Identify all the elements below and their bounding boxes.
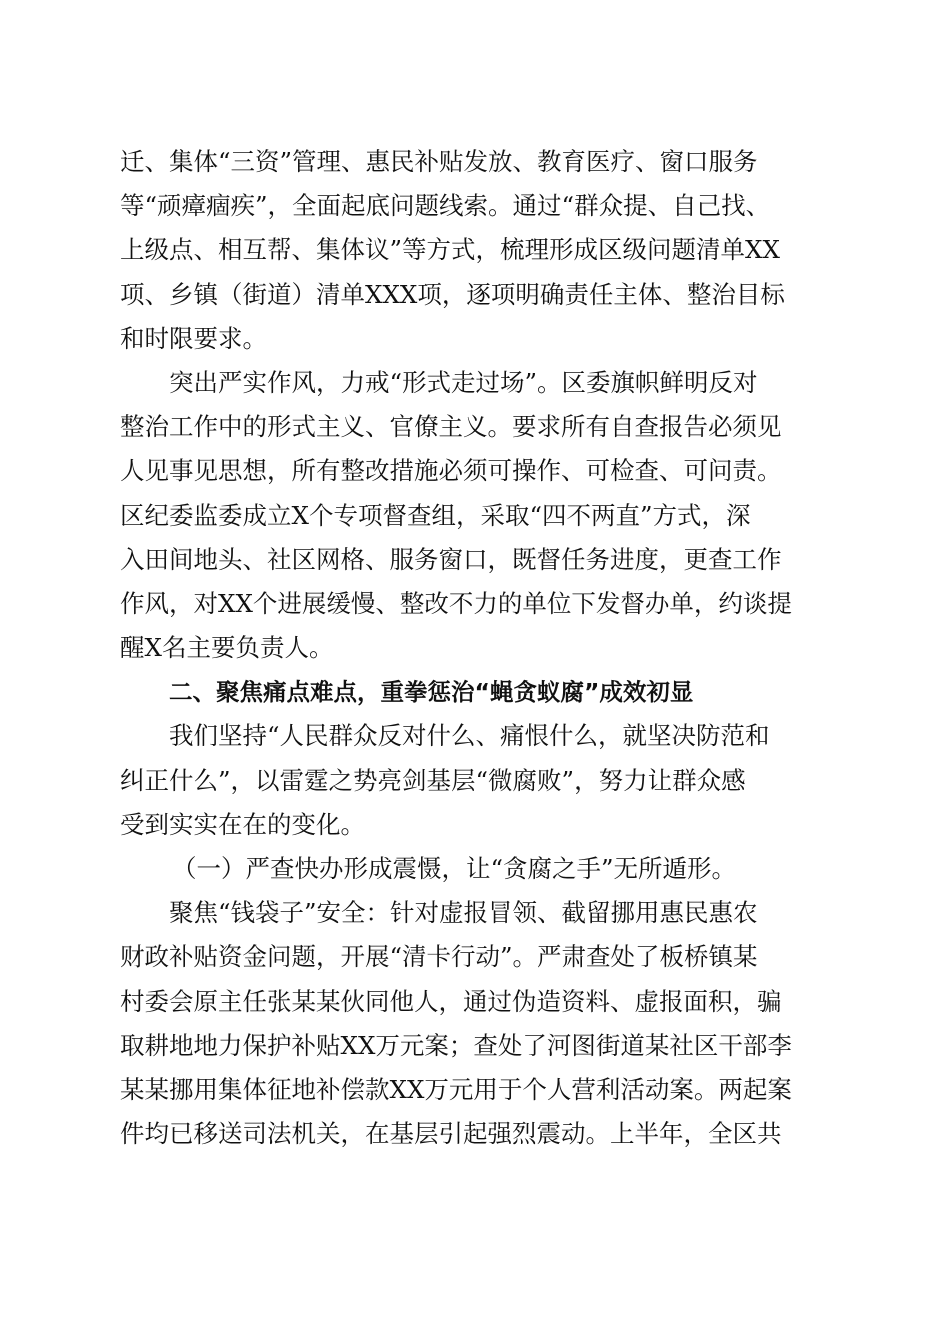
text-line: 某某挪用集体征地补偿款XX万元用于个人营利活动案。两起案 (120, 1074, 792, 1104)
text-line: 突出严实作风，力戒“形式走过场”。区委旗帜鲜明反对 (169, 367, 758, 397)
text-line: 迁、集体“三资”管理、惠民补贴发放、教育医疗、窗口服务 (120, 147, 758, 176)
text-line: 我们坚持“人民群众反对什么、痛恨什么，就坚决防范和 (169, 721, 770, 751)
text-line: 等“顽瘴痼疾”，全面起底问题线索。通过“群众提、自己找、 (120, 191, 771, 221)
text-line: 上级点、相互帮、集体议”等方式，梳理形成区级问题清单XX (120, 235, 780, 265)
text-line: 和时限要求。 (120, 323, 267, 353)
document-body (120, 140, 832, 1156)
paragraph-3 (120, 714, 832, 847)
paragraph-2 (120, 361, 832, 670)
text-line: 整治工作中的形式主义、官僚主义。要求所有自查报告必须见 (120, 412, 782, 442)
text-line: 人见事见思想，所有整改措施必须可操作、可检查、可问责。 (120, 456, 782, 486)
text-line: 取耕地地力保护补贴XX万元案；查处了河图街道某社区干部李 (120, 1030, 792, 1060)
text-line: 纠正什么”，以雷霆之势亮剑基层“微腐败”，努力让群众感 (120, 765, 746, 795)
text-line: 醒X名主要负责人。 (120, 633, 334, 663)
section-heading: 二、聚焦痛点难点，重拳惩治“蝇贪蚁腐”成效初显 (169, 678, 694, 707)
text-line: 聚焦“钱袋子”安全：针对虚报冒领、截留挪用惠民惠农 (169, 898, 758, 928)
text-line: 村委会原主任张某某伙同他人，通过伪造资料、虚报面积，骗 (120, 986, 782, 1016)
paragraph-4 (120, 891, 832, 1156)
text-line: 入田间地头、社区网格、服务窗口，既督任务进度，更查工作 (120, 544, 782, 574)
subsection-heading: （一）严查快办形成震慑，让“贪腐之手”无所遁形。 (172, 854, 737, 883)
text-line: 受到实实在在的变化。 (120, 809, 365, 839)
text-line: 区纪委监委成立X个专项督查组，采取“四不两直”方式，深 (120, 500, 751, 530)
text-line: 财政补贴资金问题，开展“清卡行动”。严肃查处了板桥镇某 (120, 942, 758, 972)
text-line: 件均已移送司法机关，在基层引起强烈震动。上半年，全区共 (120, 1119, 782, 1149)
text-line: 作风，对XX个进展缓慢、整改不力的单位下发督办单，约谈提 (120, 588, 792, 618)
text-line: 项、乡镇（街道）清单XXX项，逐项明确责任主体、整治目标 (120, 279, 785, 309)
paragraph-1 (120, 140, 832, 361)
